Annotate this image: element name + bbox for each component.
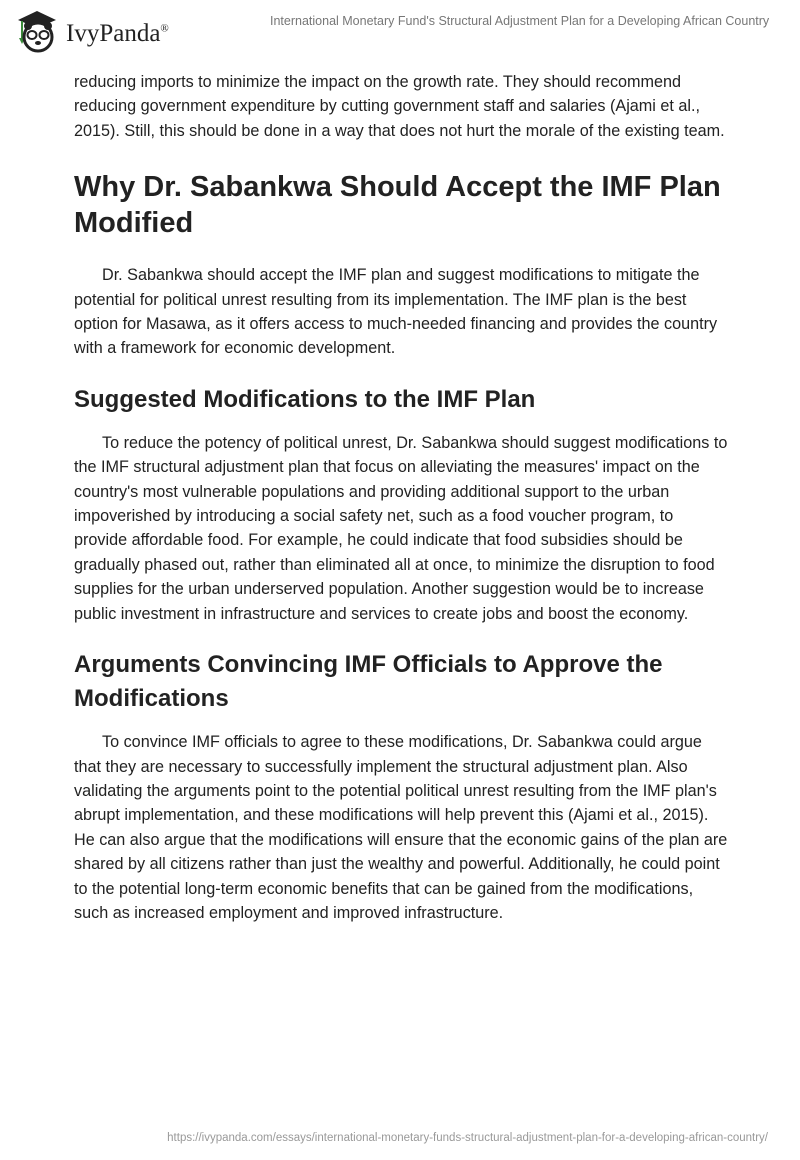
section-paragraph: To reduce the potency of political unrest, Dr. Sabankwa should suggest modifications to the IMF structural adjustment plan that focus on alleviating the measures' impact on the country's most vulnerable populations and providing additional support to the urban impoverished by introducing a social safety net, such as a food voucher program, to provide affordable food. For example, he could indicate that food subsidies should be gradually phased out, rather than eliminated all at once, to minimize the disruption to food supplies for the urban underserved population. Another suggestion would be to increase public investment in infrastructure and services to create jobs and boost the economy. [74,433,728,623]
section-heading: Suggested Modifications to the IMF Plan [74,385,536,413]
ivypanda-logo[interactable] [14,8,169,54]
panda-graduate-icon [14,8,60,54]
intro-paragraph: reducing imports to minimize the impact on the growth rate. They should recommend reducing government expenditure by cutting government staff and salaries (Ajami et al., 2015). Still, this should be done in a way that does not hurt the morale of the existing team. [74,73,725,140]
essay-body [74,70,728,925]
section-heading: Arguments Convincing IMF Officials to Approve the Modifications [74,651,663,713]
section-paragraph: Dr. Sabankwa should accept the IMF plan and suggest modifications to mitigate the potential for political unrest resulting from its implementation. The IMF plan is the best option for Masawa, as it offers access to much-needed financing and provides the country with a framework for economic development. [74,266,718,358]
page-header [0,0,800,60]
logo-text: IvyPanda® [66,20,169,47]
section-paragraph: To convince IMF officials to agree to these modifications, Dr. Sabankwa could argue that they are necessary to successfully implement the structural adjustment plan. Also validating the arguments point to the potential political unrest resulting from the IMF plan's abrupt implementation, and these modifications will help prevent this (Ajami et al., 2015). He can also argue that the modifications will ensure that the economic gains of the plan are shared by all citizens rather than just the wealthy and powerful. Additionally, he could point to the potential long-term economic benefits that can be gained from the modifications, such as increased employment and improved infrastructure. [74,733,728,922]
section-heading: Why Dr. Sabankwa Should Accept the IMF Plan Modified [74,171,721,240]
source-url[interactable]: https://ivypanda.com/essays/international-monetary-funds-structural-adjustment-plan-for-a-developing-african-country/ [167,1132,768,1144]
document-title: International Monetary Fund's Structural Adjustment Plan for a Developing African Country [270,14,770,28]
